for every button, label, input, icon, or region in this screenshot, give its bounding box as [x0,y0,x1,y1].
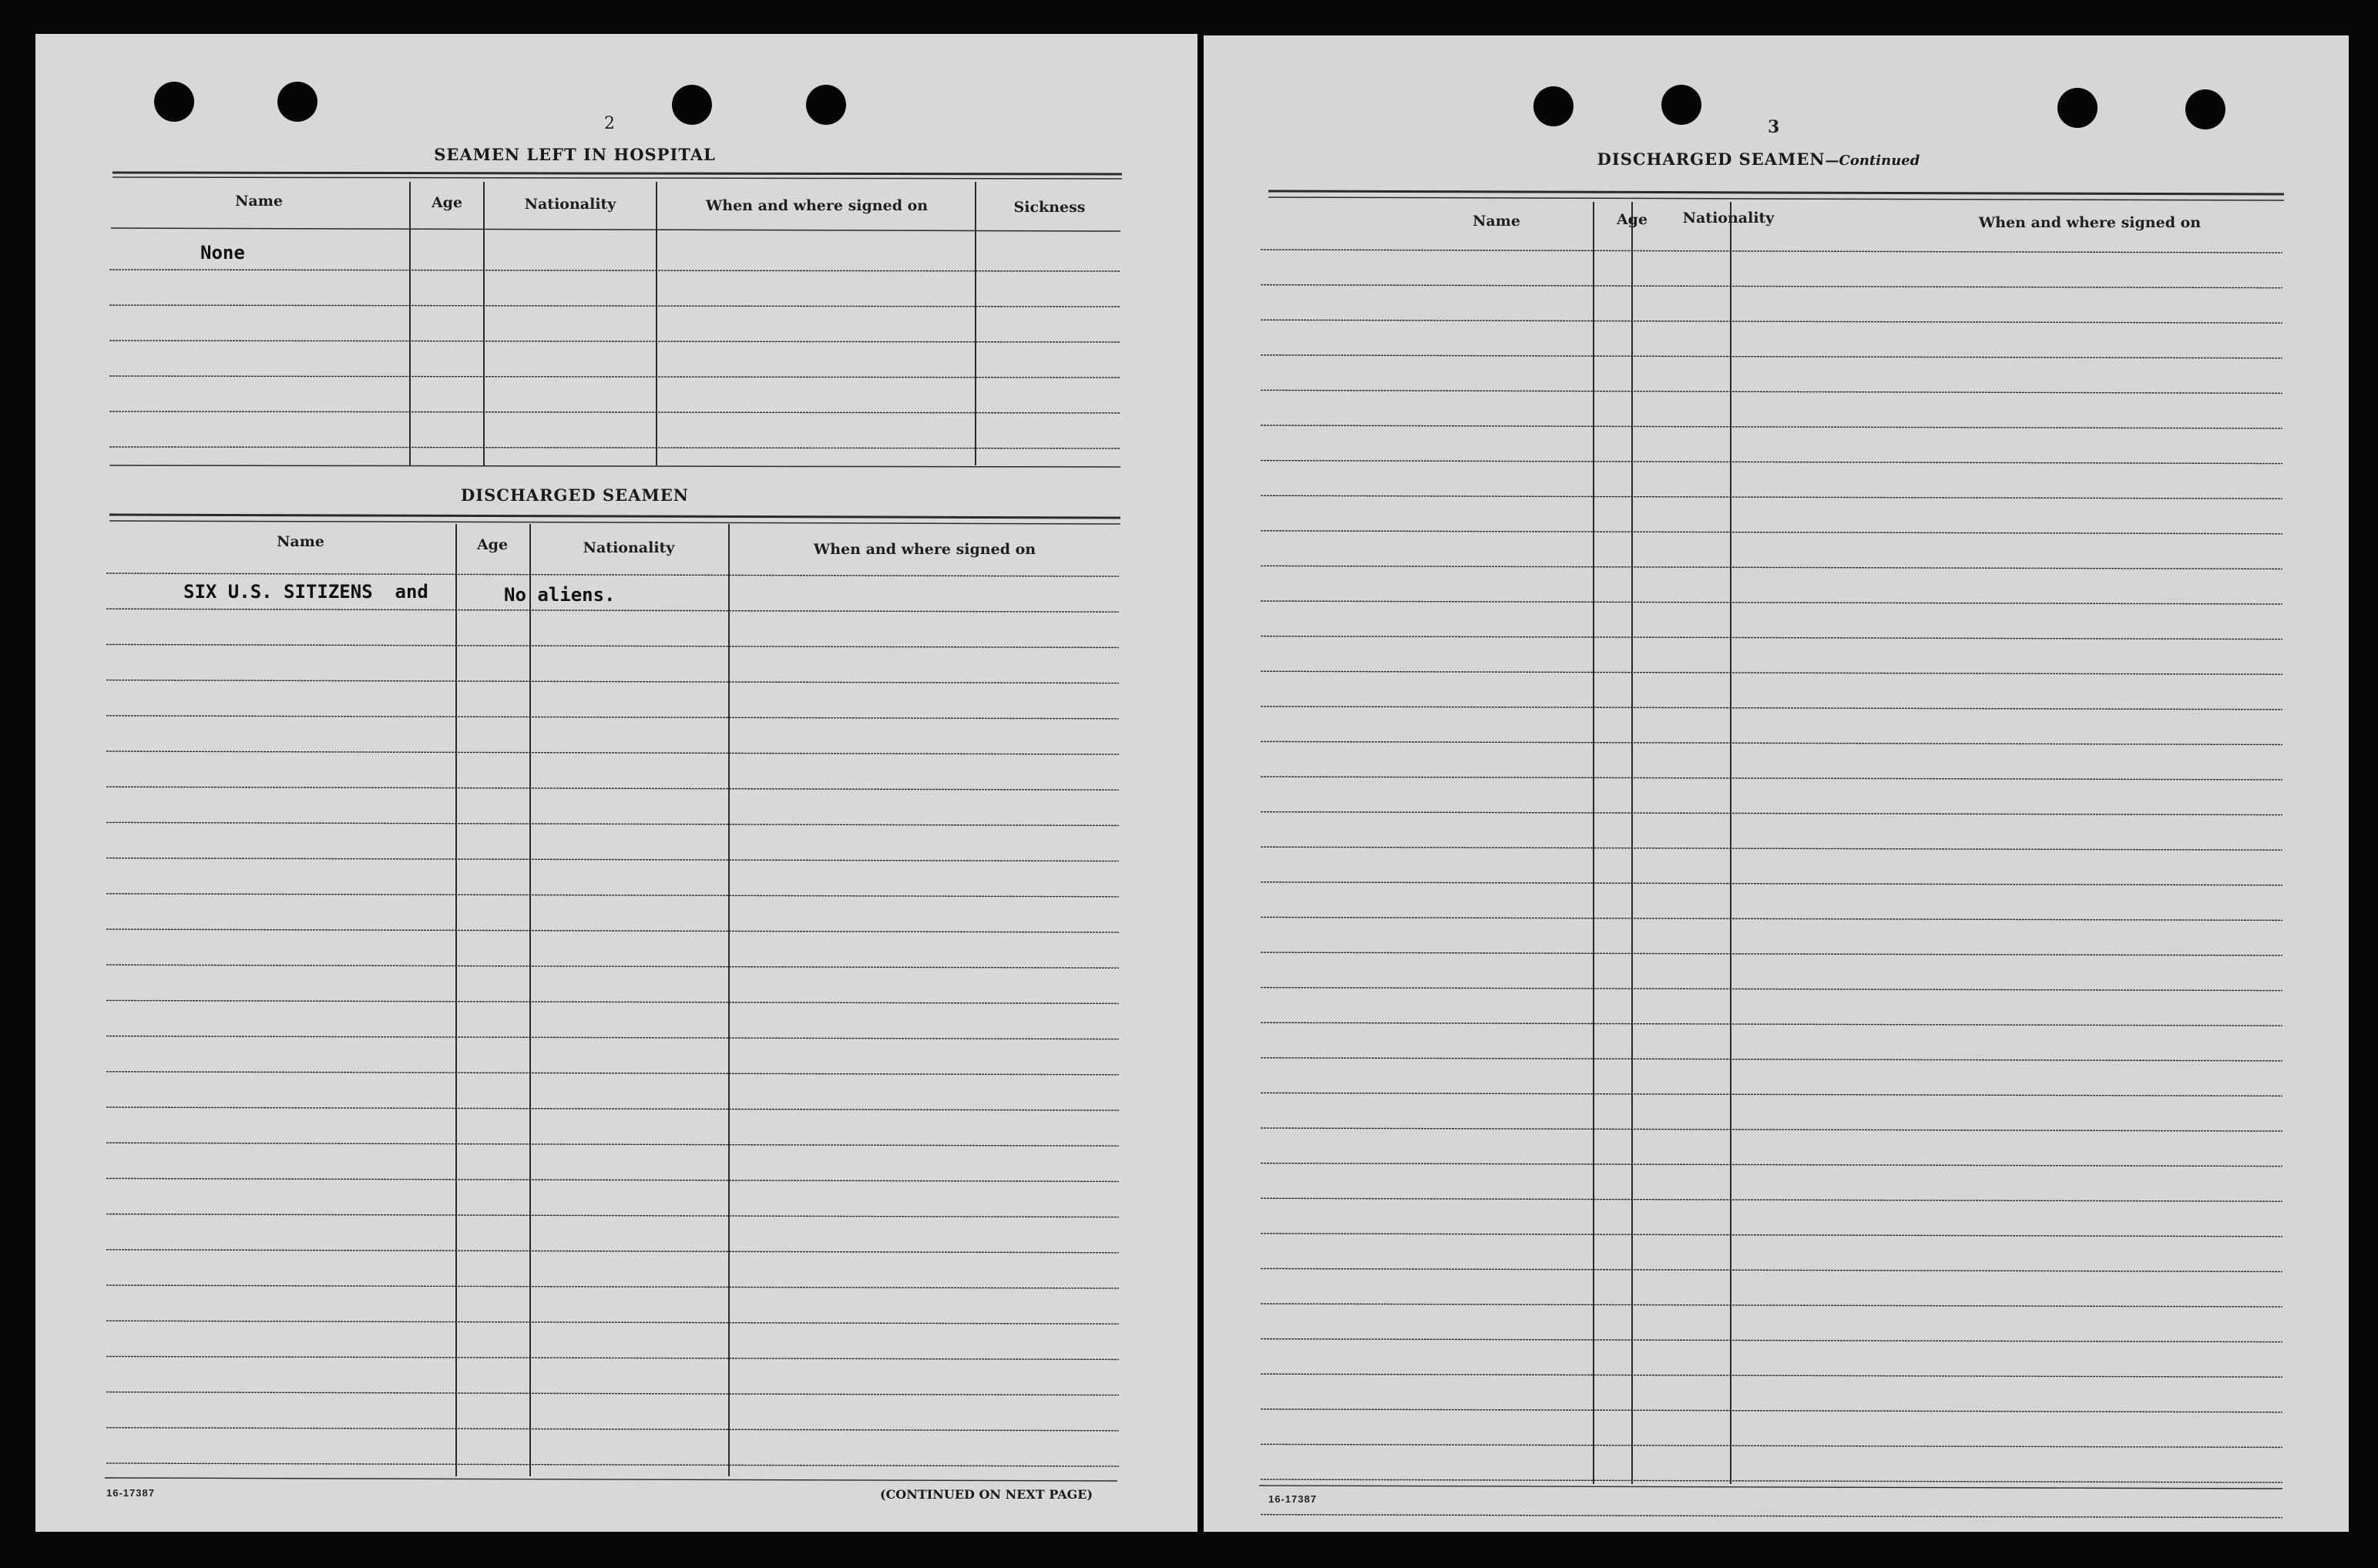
double-rule [109,515,1120,518]
row-rule [1261,988,2282,991]
row-rule [1261,601,2282,604]
row-rule [1261,1128,2282,1131]
row-rule [106,822,1119,825]
row-rule [1261,1444,2282,1447]
page-number: 2 [604,114,615,133]
discharged-col-age: Age [476,536,509,553]
row-rule [109,376,1120,378]
row-rule [1261,636,2282,640]
table-bottom-rule [109,465,1120,467]
row-rule [1261,250,2282,253]
row-rule [1261,1198,2282,1201]
row-rule [106,1250,1119,1253]
row-rule [1261,355,2282,358]
hospital-col-nationality: Nationality [524,196,616,213]
row-rule [106,1143,1119,1146]
title-main: DISCHARGED SEAMEN [1597,149,1825,169]
row-rule [1261,707,2282,710]
double-rule [109,521,1120,524]
row-rule [106,787,1119,790]
row-rule [1261,1304,2282,1307]
title-suffix: —Continued [1825,153,1920,169]
row-rule [106,1214,1119,1217]
row-rule [106,858,1119,861]
hospital-col-age: Age [431,194,463,211]
discharged-col-nationality: Nationality [583,539,675,556]
row-rule [1261,917,2282,920]
row-rule [106,1036,1119,1039]
row-rule [1261,566,2282,569]
row-rule [1261,952,2282,955]
row-rule [1261,320,2282,323]
hospital-col-sickness: Sickness [1013,199,1086,216]
row-rule [1261,882,2282,885]
row-rule [1261,741,2282,744]
row-rule [1261,1515,2282,1518]
row-rule [1261,777,2282,780]
left-table-rules [35,34,1197,1532]
hospital-entry: None [200,242,245,264]
row-rule [1261,1022,2282,1026]
right-table-rules [1204,35,2349,1532]
right-col-nationality: Nationality [1682,210,1775,227]
right-page [1204,35,2349,1532]
hospital-col-signed-on: When and where signed on [705,197,929,214]
form-number: 16-17387 [106,1487,155,1499]
discharged-col-signed-on: When and where signed on [813,541,1036,558]
row-rule [1261,531,2282,534]
row-rule [1261,425,2282,428]
right-col-signed-on: When and where signed on [1978,214,2202,231]
row-rule [106,1392,1119,1395]
row-rule [1261,495,2282,499]
table-bottom-rule [105,1478,1117,1481]
row-rule [106,965,1119,968]
continued-note: (CONTINUED ON NEXT PAGE) [880,1487,1093,1502]
page-number: 3 [1768,117,1780,137]
row-rule [1261,1163,2282,1167]
right-col-age: Age [1616,211,1648,228]
row-rule [106,716,1119,719]
row-rule [1261,1093,2282,1096]
row-rule [106,751,1119,754]
discharged-entry-right: No aliens. [504,584,616,606]
discharged-section-title: DISCHARGED SEAMEN [461,485,689,505]
header-rule [111,228,1120,231]
row-rule [106,1107,1119,1110]
row-rule [106,1463,1119,1466]
discharged-col-name: Name [277,533,324,550]
row-rule [1261,461,2282,464]
row-rule [106,1321,1119,1324]
row-rule [106,929,1119,932]
hospital-section-title: SEAMEN LEFT IN HOSPITAL [434,145,716,164]
row-rule [1261,812,2282,815]
row-rule [109,270,1120,271]
double-rule [113,173,1122,174]
row-rule [106,894,1119,897]
discharged-entry-left: SIX U.S. SITIZENS and [183,581,428,603]
row-rule [1261,1058,2282,1061]
row-rule [106,1285,1119,1288]
row-rule [1261,1374,2282,1377]
row-rule [106,573,1119,576]
row-rule [1261,1409,2282,1412]
row-rule [106,1072,1119,1075]
row-rule [1261,671,2282,674]
row-rule [1261,1268,2282,1271]
row-rule [106,644,1119,647]
row-rule [1261,1479,2282,1482]
row-rule [106,1178,1119,1181]
row-rule [106,1000,1119,1003]
row-rule [1261,390,2282,393]
row-rule [1261,1339,2282,1342]
row-rule [106,1428,1119,1431]
row-rule [109,341,1120,342]
hospital-col-name: Name [235,193,283,210]
row-rule [109,411,1120,413]
form-number: 16-17387 [1268,1493,1317,1505]
row-rule [106,1356,1119,1359]
double-rule [113,177,1122,179]
left-page [35,34,1197,1532]
row-rule [1261,847,2282,850]
row-rule [106,680,1119,683]
row-rule [109,447,1120,448]
row-rule [1261,1234,2282,1237]
row-rule [106,609,1119,612]
double-rule [1268,197,2284,200]
double-rule [1268,191,2284,194]
table-bottom-rule [1259,1486,2282,1489]
right-col-name: Name [1473,213,1520,230]
row-rule [1261,285,2282,288]
row-rule [109,305,1120,307]
